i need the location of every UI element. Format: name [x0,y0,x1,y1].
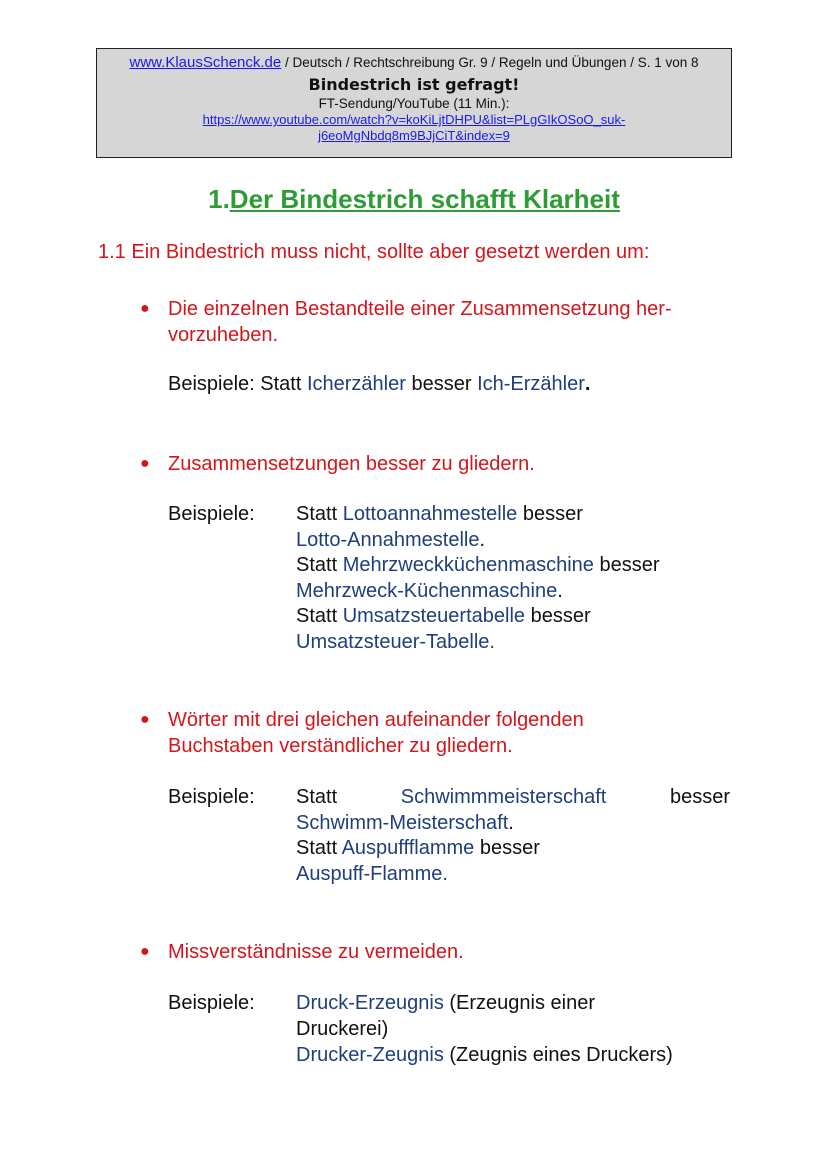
example-label: Beispiele: [168,786,255,808]
example-label: Beispiele: [168,992,255,1014]
example-line: Druckerei) [296,1018,389,1040]
breadcrumb: / Deutsch / Rechtschreibung Gr. 9 / Regeln und Übungen / S. 1 von 8 [281,55,699,70]
example-line: Mehrzweck-Küchenmaschine. [296,580,563,602]
bullet-dot-icon: ● [140,455,150,472]
ft-label: FT-Sendung/YouTube (11 Min.): [318,96,510,111]
bullet-dot-icon: ● [140,300,150,317]
header-line-1 [97,55,731,71]
example-line: Statt Auspuffflamme besser [296,837,540,859]
example-line: Statt Lottoannahmestelle besser [296,503,583,525]
bullet-dot-icon: ● [140,943,150,960]
page-title: 1.Der Bindestrich schafft Klarheit [208,184,620,214]
document-header [96,48,732,158]
example-label: Beispiele: [168,503,255,525]
example-line: Umsatzsteuer-Tabelle. [296,631,495,653]
section-heading: 1.1 Ein Bindestrich muss nicht, sollte aber gesetzt werden um: [98,241,650,263]
bullet-dot-icon: ● [140,711,150,728]
example-line: Beispiele: Statt Icherzähler besser Ich-Erzähler. [168,373,591,395]
example-line: Drucker-Zeugnis (Zeugnis eines Druckers) [296,1044,673,1066]
youtube-link[interactable]: https://www.youtube.com/watch?v=koKiLjtDHPU&list=PLgGIkOSoO_suk- j6eoMgNbdq8m9BJjCiT&index=9 [202,112,626,143]
site-link[interactable]: www.KlausSchenck.de [129,54,282,71]
example-line: Statt Schwimmmeisterschaft besser [296,786,730,808]
example-line: Statt Mehrzweckküchenmaschine besser [296,554,660,576]
example-line: Auspuff-Flamme. [296,863,448,885]
example-line: Druck-Erzeugnis (Erzeugnis einer [296,992,596,1014]
example-line: Lotto-Annahmestelle. [296,529,486,551]
example-line: Schwimm-Meisterschaft. [296,812,514,834]
example-line: Statt Umsatzsteuertabelle besser [296,605,591,627]
header-title: Bindestrich ist gefragt! [308,75,520,94]
